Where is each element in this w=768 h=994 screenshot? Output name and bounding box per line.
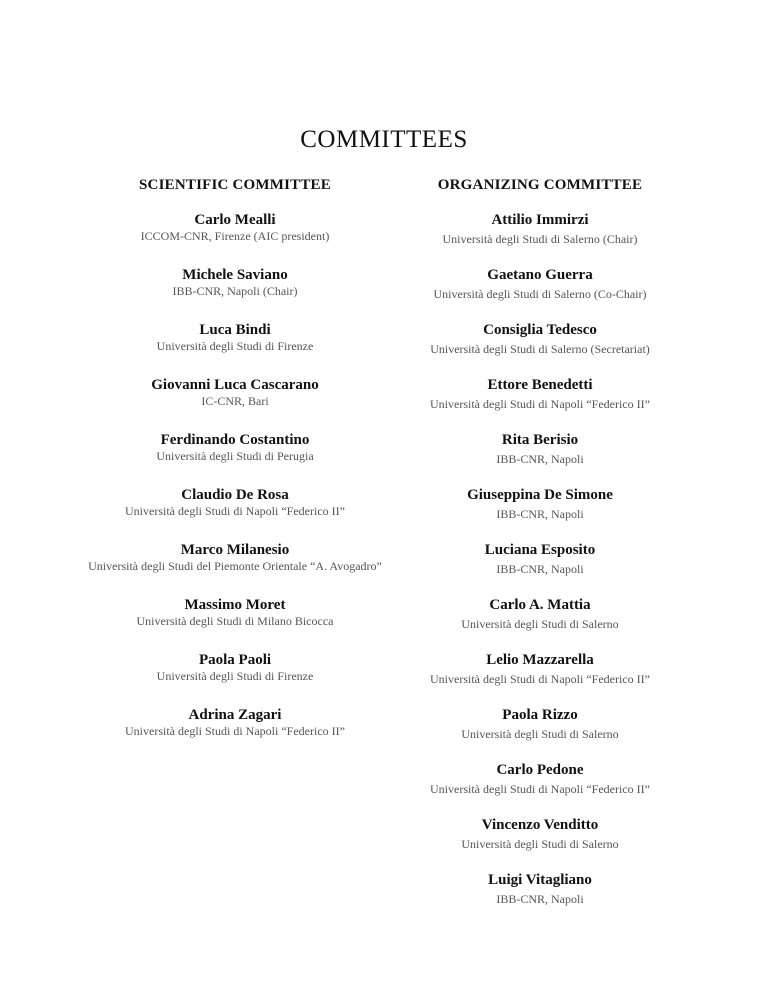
organizing-committee-column [390, 177, 690, 926]
member-name: Gaetano Guerra [487, 267, 593, 283]
member-name: Giuseppina De Simone [467, 487, 613, 503]
scientific-committee-column [85, 177, 385, 761]
member-affiliation: Università degli Studi del Piemonte Orientale “A. Avogadro” [88, 559, 382, 573]
member-entry [390, 321, 690, 356]
member-name: Lelio Mazzarella [486, 652, 594, 668]
page-title: COMMITTEES [300, 126, 468, 153]
member-entry [85, 376, 385, 408]
member-affiliation: Università degli Studi di Firenze [156, 339, 314, 353]
member-affiliation: Università degli Studi di Napoli “Federico II” [430, 397, 650, 411]
member-affiliation: Università degli Studi di Napoli “Federico II” [125, 504, 345, 518]
scientific-committee-heading: SCIENTIFIC COMMITTEE [139, 177, 331, 193]
scientific-member-list [85, 211, 385, 738]
member-entry [85, 321, 385, 353]
member-name: Carlo Mealli [194, 212, 276, 228]
member-affiliation: IC-CNR, Bari [201, 394, 269, 408]
member-entry [390, 541, 690, 576]
member-name: Marco Milanesio [180, 542, 290, 558]
member-name: Massimo Moret [184, 597, 286, 613]
member-entry [390, 706, 690, 741]
member-name: Ferdinando Costantino [160, 432, 310, 448]
member-name: Consiglia Tedesco [483, 322, 597, 338]
member-entry [390, 871, 690, 906]
member-entry [85, 431, 385, 463]
member-affiliation: IBB-CNR, Napoli [496, 507, 584, 521]
member-entry [390, 376, 690, 411]
member-affiliation: Università degli Studi di Milano Bicocca [136, 614, 334, 628]
member-affiliation: Università degli Studi di Napoli “Federico II” [430, 672, 650, 686]
member-affiliation: Università degli Studi di Salerno [461, 837, 619, 851]
member-affiliation: IBB-CNR, Napoli [496, 892, 584, 906]
member-entry [85, 596, 385, 628]
organizing-committee-heading: ORGANIZING COMMITTEE [437, 177, 643, 193]
member-name: Paola Paoli [198, 652, 272, 668]
member-name: Giovanni Luca Cascarano [151, 377, 319, 393]
member-entry [390, 431, 690, 466]
member-name: Michele Saviano [182, 267, 288, 283]
member-entry [85, 706, 385, 738]
member-entry [390, 761, 690, 796]
member-affiliation: Università degli Studi di Salerno [461, 727, 619, 741]
member-name: Vincenzo Venditto [481, 817, 599, 833]
member-affiliation: IBB-CNR, Napoli (Chair) [172, 284, 298, 298]
member-affiliation: Università degli Studi di Firenze [156, 669, 314, 683]
member-affiliation: Università degli Studi di Salerno [461, 617, 619, 631]
member-affiliation: Università degli Studi di Perugia [156, 449, 314, 463]
member-entry [390, 651, 690, 686]
member-entry [390, 816, 690, 851]
member-affiliation: Università degli Studi di Salerno (Secretariat) [430, 342, 650, 356]
member-affiliation: Università degli Studi di Napoli “Federico II” [125, 724, 345, 738]
member-name: Attilio Immirzi [491, 212, 589, 228]
member-affiliation: Università degli Studi di Salerno (Chair) [442, 232, 638, 246]
member-name: Luca Bindi [199, 322, 271, 338]
member-name: Claudio De Rosa [181, 487, 289, 503]
member-name: Rita Berisio [501, 432, 579, 448]
member-name: Adrina Zagari [188, 707, 282, 723]
member-entry [390, 486, 690, 521]
organizing-member-list [390, 211, 690, 906]
member-name: Ettore Benedetti [487, 377, 593, 393]
member-entry [390, 211, 690, 246]
member-affiliation: Università degli Studi di Napoli “Federico II” [430, 782, 650, 796]
member-affiliation: Università degli Studi di Salerno (Co-Chair) [433, 287, 647, 301]
member-entry [85, 651, 385, 683]
member-entry [85, 541, 385, 573]
member-entry [85, 211, 385, 243]
member-entry [390, 266, 690, 301]
member-name: Paola Rizzo [502, 707, 578, 723]
member-entry [85, 486, 385, 518]
member-entry [85, 266, 385, 298]
member-name: Carlo A. Mattia [489, 597, 591, 613]
member-affiliation: IBB-CNR, Napoli [496, 562, 584, 576]
member-name: Luciana Esposito [484, 542, 596, 558]
member-name: Luigi Vitagliano [488, 872, 592, 888]
member-affiliation: IBB-CNR, Napoli [496, 452, 584, 466]
member-affiliation: ICCOM-CNR, Firenze (AIC president) [140, 229, 330, 243]
member-entry [390, 596, 690, 631]
member-name: Carlo Pedone [496, 762, 584, 778]
